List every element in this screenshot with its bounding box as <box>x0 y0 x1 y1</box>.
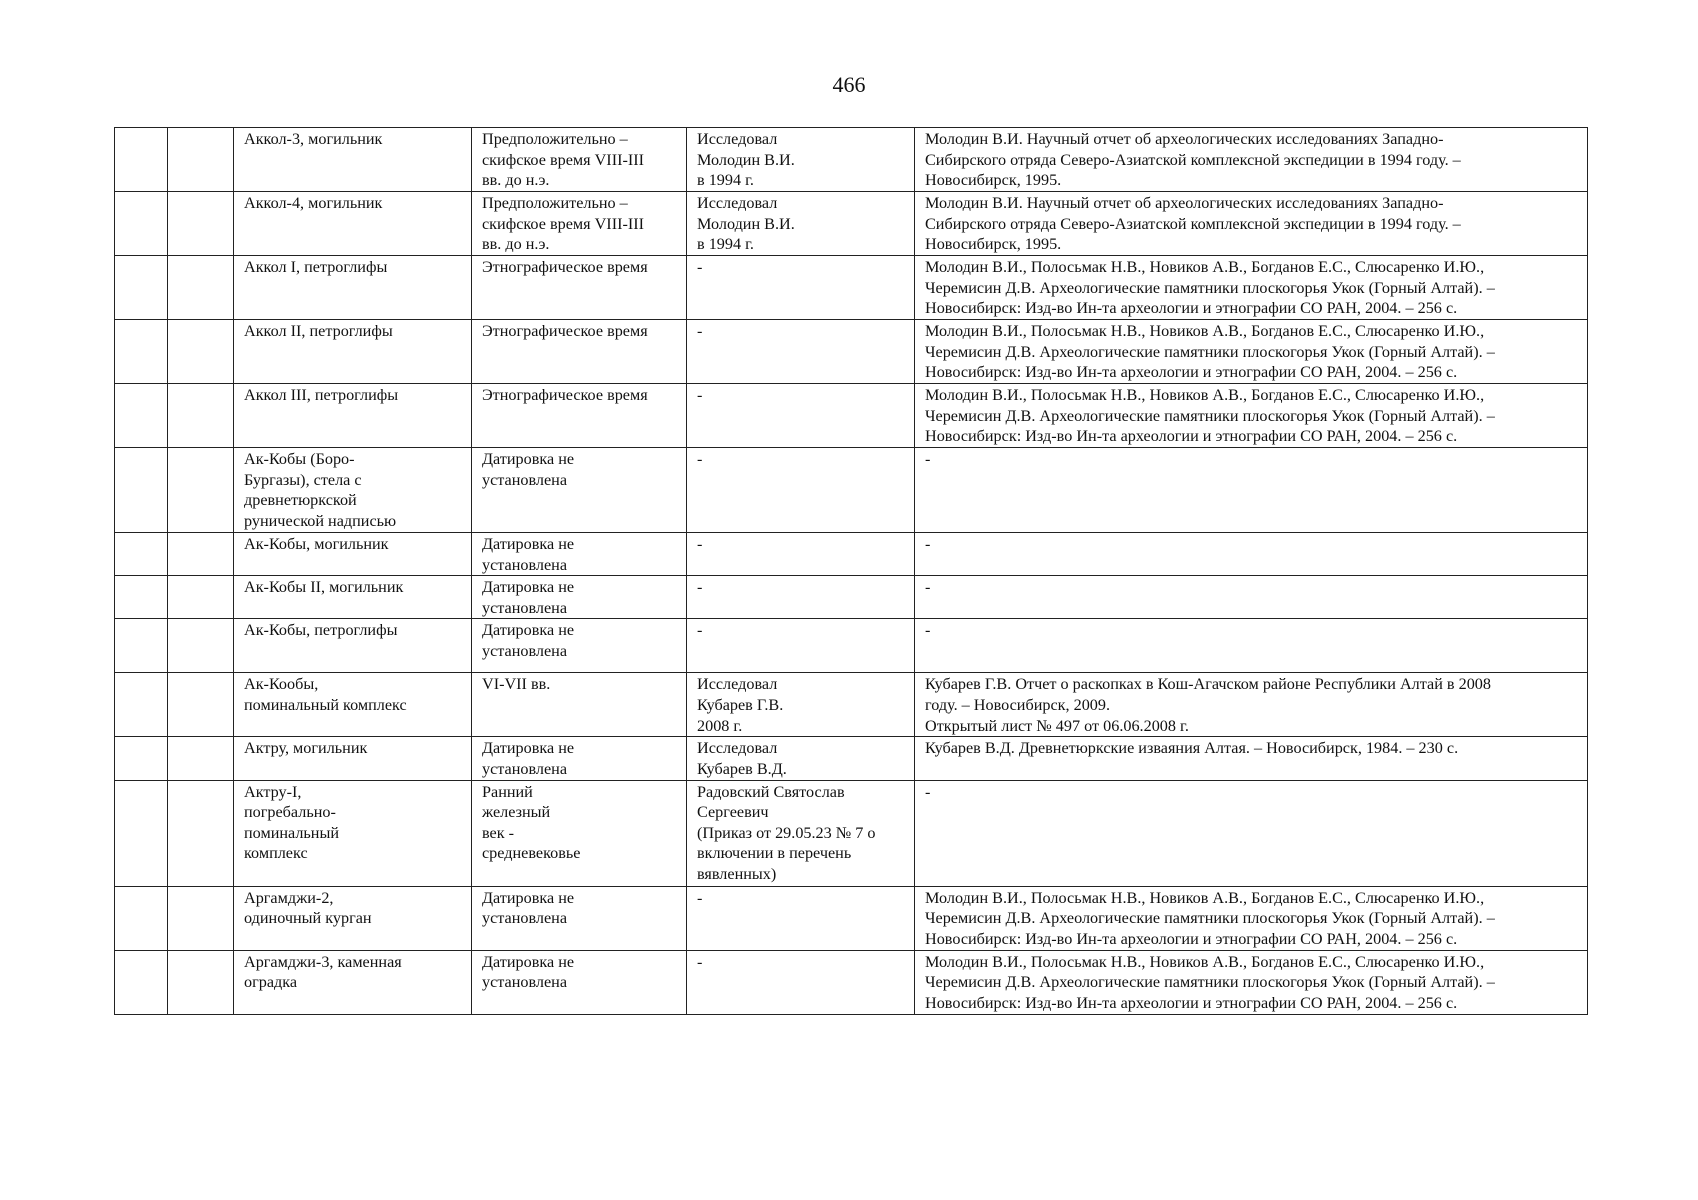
monument-name-cell: Аккол-3, могильник <box>234 128 472 192</box>
researcher-cell: - <box>687 619 915 673</box>
source-cell: - <box>915 533 1588 576</box>
source-cell: Кубарев Г.В. Отчет о раскопках в Кош-Агачском районе Республики Алтай в 2008 году. – Новосибирск, 2009. Открытый лист № 497 от 06.06.2008 г. <box>915 673 1588 737</box>
researcher-cell: - <box>687 533 915 576</box>
row-number-cell <box>115 950 168 1014</box>
dating-cell: Предположительно – скифское время VIII-III вв. до н.э. <box>472 128 687 192</box>
dating-cell: VI-VII вв. <box>472 673 687 737</box>
source-cell: Молодин В.И., Полосьмак Н.В., Новиков А.В., Богданов Е.С., Слюсаренко И.Ю., Черемисин Д.В. Археологические памятники плоскогорья Укок (Горный Алтай). – Новосибирск: Изд-во Ин-та археологии и этнографии СО РАН, 2004. – 256 с. <box>915 950 1588 1014</box>
source-cell: Молодин В.И., Полосьмак Н.В., Новиков А.В., Богданов Е.С., Слюсаренко И.Ю., Черемисин Д.В. Археологические памятники плоскогорья Укок (Горный Алтай). – Новосибирск: Изд-во Ин-та археологии и этнографии СО РАН, 2004. – 256 с. <box>915 384 1588 448</box>
table-row <box>115 448 1588 533</box>
source-cell: Молодин В.И., Полосьмак Н.В., Новиков А.В., Богданов Е.С., Слюсаренко И.Ю., Черемисин Д.В. Археологические памятники плоскогорья Укок (Горный Алтай). – Новосибирск: Изд-во Ин-та археологии и этнографии СО РАН, 2004. – 256 с. <box>915 256 1588 320</box>
table-row <box>115 128 1588 192</box>
monument-name-cell: Аккол II, петроглифы <box>234 320 472 384</box>
researcher-cell: - <box>687 448 915 533</box>
code-cell <box>168 950 234 1014</box>
monument-name-cell: Аккол III, петроглифы <box>234 384 472 448</box>
row-number-cell <box>115 886 168 950</box>
code-cell <box>168 533 234 576</box>
table-row <box>115 256 1588 320</box>
row-number-cell <box>115 256 168 320</box>
row-number-cell <box>115 384 168 448</box>
dating-cell: Датировка не установлена <box>472 886 687 950</box>
code-cell <box>168 320 234 384</box>
researcher-cell: - <box>687 950 915 1014</box>
monument-name-cell: Ак-Кобы, могильник <box>234 533 472 576</box>
row-number-cell <box>115 533 168 576</box>
row-number-cell <box>115 780 168 886</box>
code-cell <box>168 384 234 448</box>
table-row <box>115 576 1588 619</box>
researcher-cell: Исследовал Молодин В.И. в 1994 г. <box>687 128 915 192</box>
monument-name-cell: Аргамджи-2, одиночный курган <box>234 886 472 950</box>
monument-name-cell: Ак-Кобы (Боро- Бургазы), стела с древнетюркской рунической надписью <box>234 448 472 533</box>
dating-cell: Датировка не установлена <box>472 576 687 619</box>
researcher-cell: - <box>687 256 915 320</box>
source-cell: - <box>915 780 1588 886</box>
table-row <box>115 320 1588 384</box>
source-cell: - <box>915 448 1588 533</box>
dating-cell: Датировка не установлена <box>472 448 687 533</box>
table-row <box>115 533 1588 576</box>
researcher-cell: - <box>687 576 915 619</box>
row-number-cell <box>115 128 168 192</box>
dating-cell: Этнографическое время <box>472 320 687 384</box>
dating-cell: Датировка не установлена <box>472 950 687 1014</box>
code-cell <box>168 619 234 673</box>
dating-cell: Этнографическое время <box>472 384 687 448</box>
monument-name-cell: Ак-Кообы, поминальный комплекс <box>234 673 472 737</box>
monument-name-cell: Аргамджи-3, каменная оградка <box>234 950 472 1014</box>
monument-name-cell: Актру, могильник <box>234 737 472 780</box>
table-row <box>115 780 1588 886</box>
source-cell: - <box>915 619 1588 673</box>
table-row <box>115 886 1588 950</box>
dating-cell: Ранний железный век - средневековье <box>472 780 687 886</box>
table-row <box>115 673 1588 737</box>
code-cell <box>168 673 234 737</box>
code-cell <box>168 576 234 619</box>
code-cell <box>168 128 234 192</box>
row-number-cell <box>115 448 168 533</box>
source-cell: Молодин В.И., Полосьмак Н.В., Новиков А.В., Богданов Е.С., Слюсаренко И.Ю., Черемисин Д.В. Археологические памятники плоскогорья Укок (Горный Алтай). – Новосибирск: Изд-во Ин-та археологии и этнографии СО РАН, 2004. – 256 с. <box>915 886 1588 950</box>
dating-cell: Датировка не установлена <box>472 737 687 780</box>
row-number-cell <box>115 673 168 737</box>
row-number-cell <box>115 576 168 619</box>
researcher-cell: - <box>687 384 915 448</box>
code-cell <box>168 886 234 950</box>
dating-cell: Этнографическое время <box>472 256 687 320</box>
monument-name-cell: Актру-I, погребально- поминальный комплекс <box>234 780 472 886</box>
table-row <box>115 950 1588 1014</box>
code-cell <box>168 737 234 780</box>
researcher-cell: Радовский Святослав Сергеевич (Приказ от 29.05.23 № 7 о включении в перечень вявленных) <box>687 780 915 886</box>
code-cell <box>168 256 234 320</box>
researcher-cell: Исследовал Молодин В.И. в 1994 г. <box>687 192 915 256</box>
researcher-cell: - <box>687 886 915 950</box>
source-cell: Кубарев В.Д. Древнетюркские изваяния Алтая. – Новосибирск, 1984. – 230 с. <box>915 737 1588 780</box>
code-cell <box>168 780 234 886</box>
source-cell: Молодин В.И., Полосьмак Н.В., Новиков А.В., Богданов Е.С., Слюсаренко И.Ю., Черемисин Д.В. Археологические памятники плоскогорья Укок (Горный Алтай). – Новосибирск: Изд-во Ин-та археологии и этнографии СО РАН, 2004. – 256 с. <box>915 320 1588 384</box>
dating-cell: Предположительно – скифское время VIII-III вв. до н.э. <box>472 192 687 256</box>
table-row <box>115 619 1588 673</box>
table-row <box>115 737 1588 780</box>
researcher-cell: Исследовал Кубарев В.Д. <box>687 737 915 780</box>
researcher-cell: Исследовал Кубарев Г.В. 2008 г. <box>687 673 915 737</box>
researcher-cell: - <box>687 320 915 384</box>
code-cell <box>168 448 234 533</box>
source-cell: - <box>915 576 1588 619</box>
source-cell: Молодин В.И. Научный отчет об археологических исследованиях Западно- Сибирского отряда Северо-Азиатской комплексной экспедиции в 1994 году. – Новосибирск, 1995. <box>915 128 1588 192</box>
code-cell <box>168 192 234 256</box>
monuments-table-body <box>115 128 1588 1015</box>
monument-name-cell: Аккол-4, могильник <box>234 192 472 256</box>
monument-name-cell: Аккол I, петроглифы <box>234 256 472 320</box>
table-row <box>115 192 1588 256</box>
page-number: 466 <box>832 72 866 97</box>
row-number-cell <box>115 192 168 256</box>
row-number-cell <box>115 320 168 384</box>
monument-name-cell: Ак-Кобы II, могильник <box>234 576 472 619</box>
source-cell: Молодин В.И. Научный отчет об археологических исследованиях Западно- Сибирского отряда Северо-Азиатской комплексной экспедиции в 1994 году. – Новосибирск, 1995. <box>915 192 1588 256</box>
row-number-cell <box>115 619 168 673</box>
table-row <box>115 384 1588 448</box>
monument-name-cell: Ак-Кобы, петроглифы <box>234 619 472 673</box>
dating-cell: Датировка не установлена <box>472 533 687 576</box>
dating-cell: Датировка не установлена <box>472 619 687 673</box>
row-number-cell <box>115 737 168 780</box>
monuments-table <box>114 127 1588 1015</box>
